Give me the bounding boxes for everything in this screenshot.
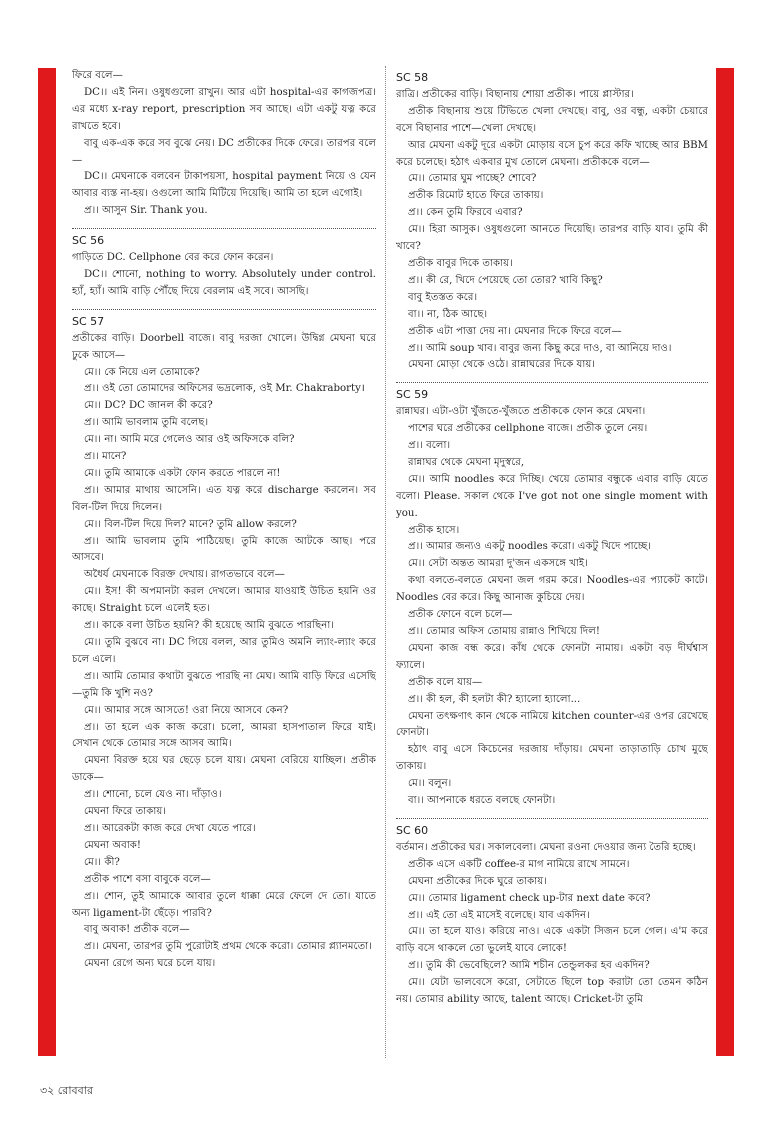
script-paragraph: প্রতীক ফোনে বলে চলে— — [408, 609, 513, 621]
script-paragraph: প্রতীক হাসে। — [408, 524, 460, 536]
scene-divider — [396, 810, 708, 819]
scene-heading: SC 56 — [72, 234, 105, 248]
script-paragraph: প্র।। আরেকটা কাজ করে দেখা যেতে পারে। — [84, 822, 256, 834]
script-paragraph: মেঘনা তৎক্ষণাৎ কান থেকে নামিয়ে kitchen counter-এর ওপর রেখেছে ফোনটা। — [396, 710, 708, 739]
script-paragraph: প্র।। কী রে, খিদে পেয়েছে তো তোর? খাবি কিছু? — [408, 274, 603, 286]
script-paragraph: রাত্রি। প্রতীকের বাড়ি। বিছানায় শোয়া প্রতীক। পায়ে প্লাস্টার। — [396, 88, 634, 100]
scene-heading: SC 59 — [396, 388, 429, 402]
script-paragraph: মে।। সেটা অন্তত আমরা দু'জন একসঙ্গে খাই। — [408, 558, 588, 570]
script-paragraph: রান্নাঘর। এটা-ওটা খুঁজতে-খুঁজতে প্রতীককে ফোন করে মেঘনা। — [396, 406, 646, 418]
script-paragraph: প্রতীক এটা পাত্তা দেয় না। মেঘনার দিকে ফিরে বলে— — [408, 325, 622, 337]
script-paragraph: মে।। তা হলে যাও। করিয়ে নাও। একে একটা সিজন চলে গেল। এ'ম করে বাড়ি বসে থাকলে তো ভুলেই যাবে লোকে! — [396, 926, 708, 955]
column-divider — [385, 66, 386, 1058]
script-paragraph: প্র।। তা হলে এক কাজ করো। চলো, আমরা হাসপাতাল ফিরে যাই। সেখান থেকে তোমার সঙ্গে আসব আমি। — [72, 721, 376, 750]
script-paragraph: মে।। তুমি আমাকে একটা ফোন করতে পারলে না! — [84, 467, 281, 479]
script-paragraph: মে।। তোমার ligament check up-টার next date কবে? — [408, 892, 651, 904]
scene-heading: SC 58 — [396, 71, 429, 84]
script-paragraph: মে।। বিল-টিল দিয়ে দিল? মানে? তুমি allow করলে? — [84, 518, 297, 530]
script-paragraph: প্র।। আমি তোমার কথাটা বুঝতে পারছি না মেঘ। আমি বাড়ি ফিরে এসেছি—তুমি কি খুশি নও? — [72, 670, 376, 699]
scene-heading: SC 57 — [72, 314, 105, 328]
script-paragraph: প্র।। আমি ভাবলাম তুমি পাঠিয়েছ। তুমি কাজে আটকে আছ। পরে আসবে। — [72, 535, 376, 564]
scene-divider — [72, 220, 376, 229]
script-paragraph: অধৈর্য মেঘনাকে বিরক্ত দেখায়। রাগতভাবে বলে— — [84, 569, 285, 581]
script-paragraph: DC।। মেঘনাকে বলবেন টাকাপয়সা, hospital payment নিয়ে ও যেন আবার ব্যস্ত না-হয়। ওগুলো আমি মিটিয়ে দিয়েছি। আমি তা হলে এগোই। — [72, 171, 376, 200]
script-paragraph: মেঘনা রেগে অন্য ঘরে চলে যায়। — [84, 958, 216, 970]
left-margin-bar — [38, 68, 56, 1056]
script-paragraph: মে।। তুমি বুঝবে না। DC গিয়ে বলল, আর তুমিও অমনি ল্যাং-ল্যাং করে চলে এলে। — [72, 637, 376, 665]
page-footer: ৩২ রোববার — [40, 1084, 93, 1097]
script-paragraph: বা।। না, ঠিক আছে। — [408, 308, 488, 320]
script-paragraph: প্রতীক বলে যায়— — [408, 676, 483, 688]
script-paragraph: রান্নাঘর থেকে মেঘনা মৃদুস্বরে, — [408, 456, 525, 468]
scene-heading: SC 60 — [396, 823, 429, 837]
script-paragraph: DC।। এই নিন। ওষুধগুলো রাখুন। আর এটা hospital-এর কাগজপত্র। এর মধ্যে x-ray report, prescription সব আছে। এটা একটু যত্ন করে রাখতে হবে। — [72, 86, 376, 132]
script-paragraph: প্রতীক বিছানায় শুয়ে টিভিতে খেলা দেখছে। বাবু, ওর বন্ধু, একটা চেয়ারে বসে বিছানার পাশে—খেলা দেখছে। — [396, 105, 708, 134]
script-paragraph: মে।। কে নিয়ে এল তোমাকে? — [84, 366, 200, 378]
script-paragraph: প্র।। তোমার অফিস তোমায় রান্নাও শিখিয়ে দিল! — [408, 626, 600, 637]
script-paragraph: মে।। হিরা আসুক। ওষুধগুলো আনতে দিয়েছি। তারপর বাড়ি যাব। তুমি কী খাবে? — [396, 224, 708, 253]
script-paragraph: প্র।। তুমি কী ভেবেছিলে? আমি শচীন তেন্ডুলকর হব একদিন? — [408, 960, 650, 972]
script-paragraph: প্র।। কী হল, কী হলটা কী? হ্যালো হ্যালো... — [408, 693, 581, 705]
script-paragraph: প্র।। আমার জন্যও একটু noodles করো। একটু খিদে পাচ্ছে। — [408, 541, 651, 553]
script-paragraph: মে।। ইস! কী অপমানটা করল দেখলে। আমার যাওয়াই উচিত হয়নি ওর কাছে। Straight চলে এলেই হত। — [72, 586, 376, 615]
script-paragraph: প্রতীক রিমোট হাতে ফিরে তাকায়। — [408, 190, 544, 202]
script-paragraph: মে।। আমি noodles করে দিচ্ছি। খেয়ে তোমার বন্ধুকে এবার বাড়ি যেতে বলো। Please. সকাল থেকে I've got not one single moment with you. — [396, 473, 708, 519]
script-paragraph: প্র।। কেন তুমি ফিরবে এবার? — [408, 207, 523, 219]
script-paragraph: মে।। আমার সঙ্গে আসতে! ওরা নিয়ে আসবে কেন? — [84, 704, 289, 716]
script-paragraph: মেঘনা মোড়া থেকে ওঠে। রান্নাঘরের দিকে যায়। — [408, 359, 596, 371]
right-margin-bar — [716, 68, 734, 1056]
script-paragraph: কথা বলতে-বলতে মেঘনা জল গরম করে। Noodles-এর প্যাকেট কাটে। Noodles বের করে। কিছু আনাজ কুচিয়ে দেয়। — [396, 575, 708, 604]
script-paragraph: প্র।। শোন, তুই আমাকে আবার তুলে ধাক্কা মেরে ফেলে দে তো। যাতে অন্য ligament-টা ছেঁড়ে। পারবি? — [72, 890, 376, 919]
script-paragraph: প্র।। মেঘনা, তারপর তুমি পুরোটাই প্রথম থেকে করো। তোমার প্ল্যানমতো। — [84, 941, 372, 953]
script-paragraph: আর মেঘনা একটু দূরে একটা মোড়ায় বসে চুপ করে কফি খাচ্ছে আর BBM করে চলেছে। হঠাৎ একবার মুখ তোলে মেঘনা। প্রতীককে বলে— — [396, 139, 708, 168]
script-paragraph: প্র।। কাকে বলা উচিত হয়নি? কী হয়েছে আমি বুঝতে পারছিনা। — [84, 620, 334, 632]
left-column — [72, 68, 376, 1058]
script-paragraph: মেঘনা ফিরে তাকায়। — [84, 806, 166, 818]
script-paragraph: প্র।। আমি ভাবলাম তুমি বলেছ। — [84, 417, 209, 429]
script-paragraph: প্র।। আমার মাথায় আসেনি। এত যত্ন করে discharge করলেন। সব বিল-টিল দিয়ে দিলেন। — [72, 484, 376, 513]
script-paragraph: বাবু ইতস্তত করে। — [408, 291, 478, 303]
script-paragraph: মে।। বলুন। — [408, 778, 452, 790]
script-paragraph: গাড়িতে DC. Cellphone বের করে ফোন করেন। — [72, 252, 274, 264]
scene-divider — [396, 374, 708, 383]
script-paragraph: বর্তমান। প্রতীকের ঘর। সকালবেলা। মেঘনা রওনা দেওয়ার জন্য তৈরি হচ্ছে। — [396, 841, 696, 853]
script-paragraph: প্রতীক পাশে বসা বাবুকে বলে— — [84, 873, 211, 885]
script-paragraph: মে।। কী? — [84, 856, 120, 868]
script-paragraph: প্র।। শোনো, চলে যেও না। দাঁড়াও। — [84, 789, 222, 801]
script-paragraph: পাশের ঘরে প্রতীকের cellphone বাজে। প্রতীক তুলে নেয়। — [408, 423, 648, 435]
script-paragraph: বাবু এক-এক করে সব বুঝে নেয়। DC প্রতীকের দিকে ফেরে। তারপর বলে— — [72, 137, 376, 166]
script-paragraph: মেঘনা কাজ বন্ধ করে। কাঁধ থেকে ফোনটা নামায়। একটা বড় দীর্ঘশ্বাস ফ্যালে। — [396, 642, 708, 671]
scene-divider — [72, 301, 376, 310]
script-paragraph: প্রতীক এসে একটি coffee-র মাগ নামিয়ে রাখে সামনে। — [408, 858, 630, 870]
script-paragraph: DC।। শোনো, nothing to worry. Absolutely under control. হ্যাঁ, হ্যাঁ। আমি বাড়ি পৌঁছে দিয়ে বেরলাম এই সবে। আসছি। — [72, 268, 376, 297]
script-paragraph: ফিরে বলে— — [72, 70, 123, 81]
script-paragraph: প্র।। মানে? — [84, 451, 127, 463]
script-paragraph: মেঘনা অবাক! — [84, 839, 142, 851]
script-paragraph: মে।। DC? DC জানল কী করে? — [84, 400, 213, 412]
script-paragraph: বা।। আপনাকে ধরতে বলছে ফোনটা। — [408, 795, 556, 807]
script-paragraph: মে।। তোমার ঘুম পাচ্ছে? শোবে? — [408, 173, 537, 185]
script-paragraph: প্র।। ওই তো তোমাদের অফিসের ভদ্রলোক, ওই Mr. Chakraborty। — [84, 383, 365, 395]
script-paragraph: মে।। না। আমি মরে গেলেও আর ওই অফিসকে বলি? — [84, 434, 295, 446]
script-paragraph: প্রতীকের বাড়ি। Doorbell বাজে। বাবু দরজা খোলে। উদ্বিগ্ন মেঘনা ঘরে ঢুকে আসে— — [72, 332, 376, 361]
right-column — [396, 68, 708, 1058]
script-paragraph: মেঘনা বিরক্ত হয়ে ঘর ছেড়ে চলে যায়। মেঘনা বেরিয়ে যাচ্ছিল। প্রতীক ডাকে— — [72, 755, 376, 784]
script-paragraph: মেঘনা প্রতীকের দিকে ঘুরে তাকায়। — [408, 875, 547, 887]
script-paragraph: প্র।। আসুন Sir. Thank you. — [84, 205, 208, 217]
script-paragraph: প্র।। এই তো এই মাসেই বলেছে। যাব একদিন। — [408, 909, 590, 921]
script-paragraph: প্র।। আমি soup খাব। বাবুর জন্য কিছু করে দাও, বা আনিয়ে দাও। — [408, 342, 672, 354]
script-paragraph: প্রতীক বাবুর দিকে তাকায়। — [408, 257, 513, 269]
script-paragraph: প্র।। বলো। — [408, 440, 451, 452]
script-paragraph: হঠাৎ বাবু এসে কিচেনের দরজায় দাঁড়ায়। মেঘনা তাড়াতাড়ি চোখ মুছে তাকায়। — [396, 744, 708, 773]
script-paragraph: বাবু অবাক! প্রতীক বলে— — [84, 924, 190, 936]
script-paragraph: মে।। যেটা ভালবেসে করো, সেটাতে ছিলে top করাটা তো তেমন কঠিন নয়। তোমার ability আছে, talent আছে। Cricket-টা তুমি — [396, 977, 708, 1006]
